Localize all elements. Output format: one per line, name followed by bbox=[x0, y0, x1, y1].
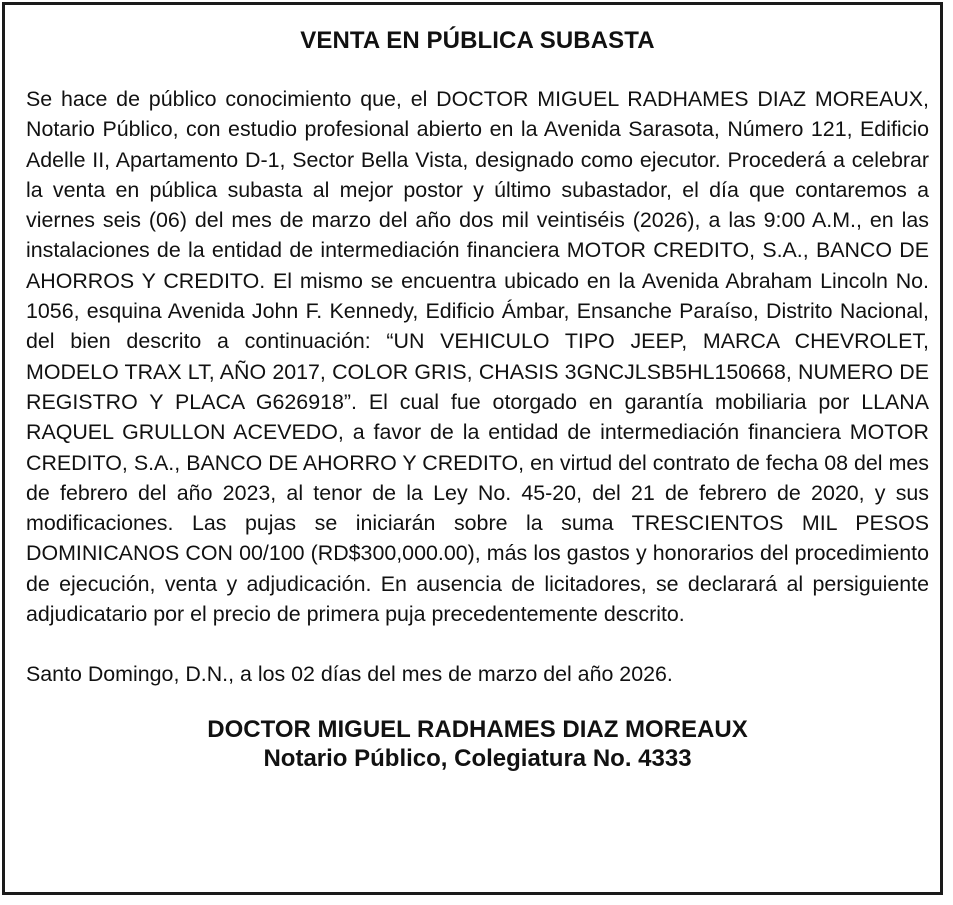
notice-title: VENTA EN PÚBLICA SUBASTA bbox=[300, 27, 655, 54]
signature-name: DOCTOR MIGUEL RADHAMES DIAZ MOREAUX bbox=[207, 716, 748, 744]
notice-body: Se hace de público conocimiento que, el DOCTOR MIGUEL RADHAMES DIAZ MOREAUX, Notario Público, con estudio profesional abierto en la Avenida Sarasota, Número 121, Edificio Adelle II, Apartamento D-1, Sector Bella Vista, designado como ejecutor. Procederá a celebrar la venta en pública subasta al mejor postor y último subastador, el día que contaremos a viernes seis (06) del mes de marzo del año dos mil veintiséis (2026), a las 9:00 A.M., en las instalaciones de la entidad de intermediación financiera MOTOR CREDITO, S.A., BANCO DE AHORROS Y CREDITO. El mismo se encuentra ubicado en la Avenida Abraham Lincoln No. 1056, esquina Avenida John F. Kennedy, Edificio Ámbar, Ensanche Paraíso, Distrito Nacional, del bien descrito a continuación: “UN VEHICULO TIPO JEEP, MARCA CHEVROLET, MODELO TRAX LT, AÑO 2017, COLOR GRIS, CHASIS 3GNCJLSB5HL150668, NUMERO DE REGISTRO Y PLACA G626918”. El cual fue otorgado en garantía mobiliaria por LLANA RAQUEL GRULLON ACEVEDO, a favor de la entidad de intermediación financiera MOTOR CREDITO, S.A., BANCO DE AHORRO Y CREDITO, en virtud del contrato de fecha 08 del mes de febrero del año 2023, al tenor de la Ley No. 45-20, del 21 de febrero de 2020, y sus modificaciones. Las pujas se iniciarán sobre la suma TRESCIENTOS MIL PESOS DOMINICANOS CON 00/100 (RD$300,000.00), más los gastos y honorarios del procedimiento de ejecución, venta y adjudicación. En ausencia de licitadores, se declarará al persiguiente adjudicatario por el precio de primera puja precedentemente descrito. bbox=[26, 87, 929, 627]
signature-role: Notario Público, Colegiatura No. 4333 bbox=[263, 745, 692, 773]
signature-block bbox=[26, 715, 929, 773]
notice-content bbox=[26, 26, 929, 773]
notice-closing: Santo Domingo, D.N., a los 02 días del mes de marzo del año 2026. bbox=[26, 662, 673, 687]
